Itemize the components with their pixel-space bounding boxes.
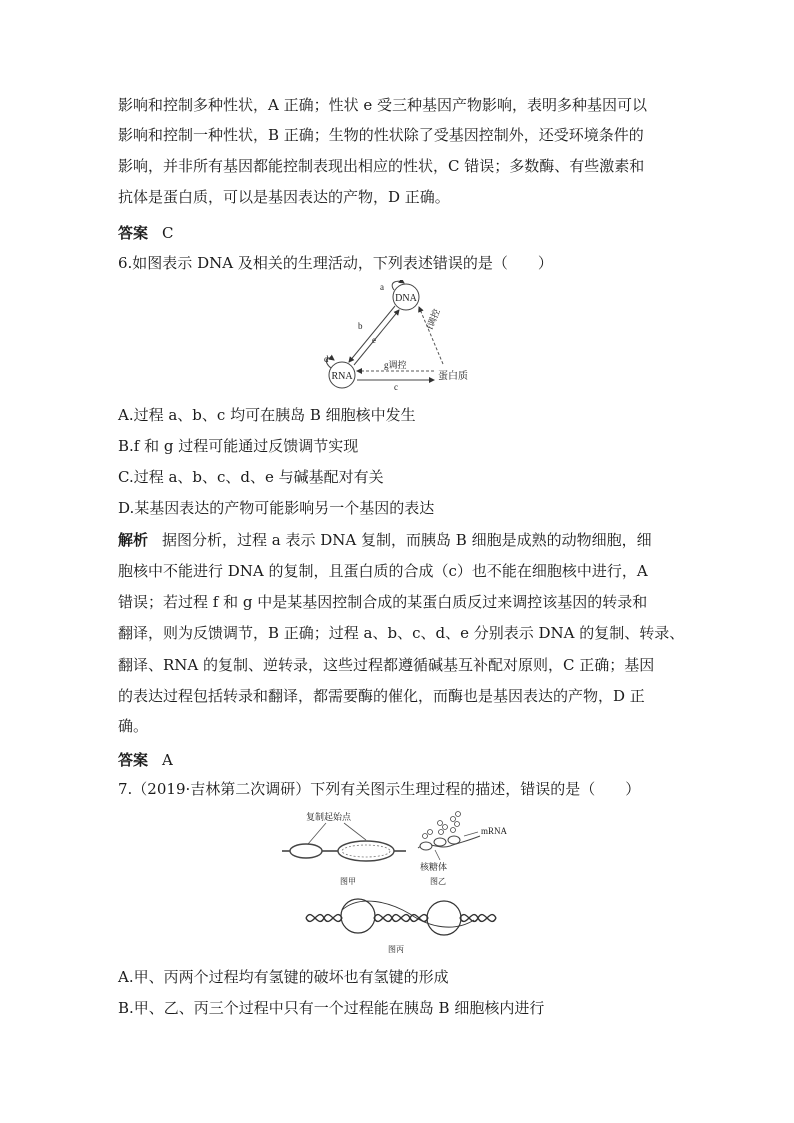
q7-option-a: A.甲、丙两个过程均有氢键的破坏也有氢键的形成 (118, 968, 449, 986)
q7-figure (270, 806, 530, 958)
question-6-stem: 6.如图表示 DNA 及相关的生理活动，下列表述错误的是（ ） (118, 254, 553, 272)
explanation-line: 影响，并非所有基因都能控制表现出相应的性状，C 错误；多数酶、有些激素和 (118, 157, 645, 175)
figure-bing-transcription (306, 899, 496, 954)
explanation-line: 翻译、RNA 的复制、逆转录，这些过程都遵循碱基互补配对原则，C 正确；基因 (118, 656, 655, 674)
explanation-line: 影响和控制多种性状，A 正确；性状 e 受三种基因产物影响，表明多种基因可以 (118, 96, 648, 114)
explanation-line: 影响和控制一种性状，B 正确；生物的性状除了受基因控制外，还受环境条件的 (118, 126, 644, 144)
figure-jia-replication (282, 811, 406, 886)
explanation-line: 胞核中不能进行 DNA 的复制，且蛋白质的合成（c）也不能在细胞核中进行，A (118, 562, 648, 580)
q6-explanation-first (118, 530, 652, 550)
q6-option-c: C.过程 a、b、c、d、e 与碱基配对有关 (118, 468, 384, 486)
label-d: d (324, 354, 329, 364)
explanation-label: 解析 (118, 531, 149, 549)
ribosome-label: 核糖体 (420, 862, 448, 872)
q7-option-b: B.甲、乙、丙三个过程中只有一个过程能在胰岛 B 细胞核内进行 (118, 999, 545, 1017)
explanation-line: 错误；若过程 f 和 g 中是某基因控制合成的某蛋白质反过来调控该基因的转录和 (118, 593, 648, 611)
answer-label: 答案 (118, 224, 149, 242)
answer-label: 答案 (118, 751, 149, 769)
label-g-regulation: g调控 (384, 360, 407, 370)
label-c: c (394, 382, 398, 392)
explanation-text: 据图分析，过程 a 表示 DNA 复制，而胰岛 B 细胞是成熟的动物细胞，细 (162, 531, 652, 549)
answer-row (118, 223, 174, 243)
explanation-line: 确。 (118, 717, 149, 735)
explanation-line: 抗体是蛋白质，可以是基因表达的产物，D 正确。 (118, 188, 450, 206)
q6-option-d: D.某基因表达的产物可能影响另一个基因的表达 (118, 499, 435, 517)
protein-label: 蛋白质 (438, 371, 468, 382)
answer-row (118, 750, 173, 770)
label-a: a (380, 282, 384, 292)
explanation-line: 的表达过程包括转录和翻译，都需要酶的催化，而酶也是基因表达的产物，D 正 (118, 687, 645, 705)
explanation-line: 翻译，则为反馈调节，B 正确；过程 a、b、c、d、e 分别表示 DNA 的复制、转录、 (118, 624, 685, 642)
origin-label: 复制起始点 (306, 812, 352, 822)
figure-yi-label: 图乙 (430, 877, 446, 886)
answer-value: C (162, 224, 174, 242)
mrna-label: mRNA (481, 826, 508, 836)
figure-yi-translation (418, 812, 508, 887)
label-b: b (358, 321, 363, 331)
dna-label: DNA (395, 293, 417, 304)
figure-bing-label: 图丙 (388, 945, 404, 954)
answer-value: A (162, 751, 173, 769)
figure-jia-label: 图甲 (340, 877, 356, 886)
q6-option-a: A.过程 a、b、c 均可在胰岛 B 细胞核中发生 (118, 406, 416, 424)
question-7-stem: 7.（2019·吉林第二次调研）下列有关图示生理过程的描述，错误的是（ ） (118, 780, 641, 798)
q6-option-b: B.f 和 g 过程可能通过反馈调节实现 (118, 437, 359, 455)
label-e: e (372, 335, 376, 345)
q6-dna-figure (320, 280, 480, 392)
rna-label: RNA (331, 371, 353, 382)
label-f-regulation: f调控 (424, 307, 442, 331)
